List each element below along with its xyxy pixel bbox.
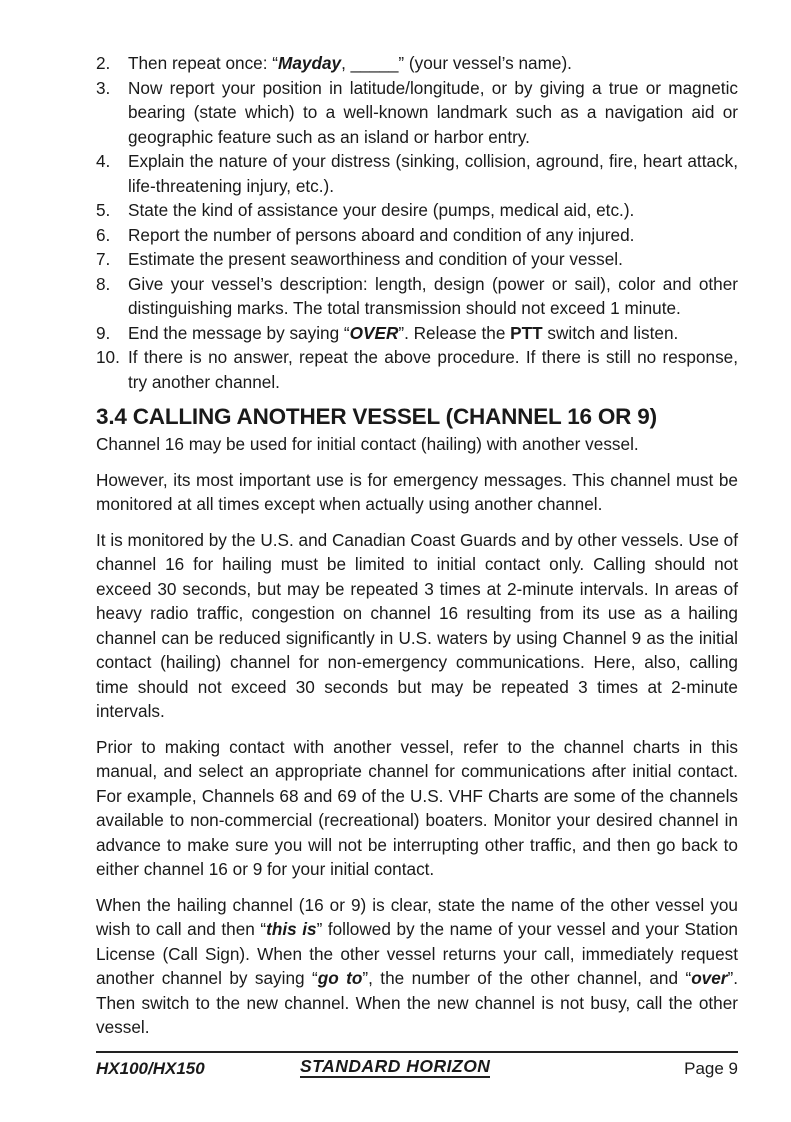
step-text: Estimate the present seaworthiness and condition of your vessel. (128, 249, 623, 269)
step-text: Now report your position in latitude/longitude, or by giving a true or magnetic bearing (state which) to a well-known landmark such as a navigation aid or geographic feature such as an island or harbor entry. (128, 77, 738, 147)
paragraph-text: When the hailing channel (16 or 9) is clear, state the name of the other vessel you wish to call and then “ (96, 894, 738, 939)
step-number: 2. (96, 53, 111, 73)
step-number: 8. (96, 273, 111, 294)
paragraph: However, its most important use is for emergency messages. This channel must be monitored at all times except when actually using another channel. (96, 469, 738, 514)
paragraph-text: ”. Then switch to the new channel. When the new channel is not busy, call the other vessel. (96, 968, 738, 1037)
step-text: Explain the nature of your distress (sinking, collision, aground, fire, heart attack, life-threatening injury, etc.). (128, 151, 738, 196)
go-to-emphasis: go to (317, 968, 363, 988)
list-item (96, 223, 738, 248)
mayday-emphasis: Mayday (278, 53, 342, 73)
step-text: Give your vessel’s description: length, design (power or sail), color and other distinguishing marks. The total transmission should not exceed 1 minute. (128, 273, 738, 318)
section-heading: 3.4 CALLING ANOTHER VESSEL (CHANNEL 16 OR 9) (96, 404, 657, 429)
over-emphasis: OVER (349, 322, 399, 343)
paragraph-text: ”, the number of the other channel, and “ (362, 968, 692, 988)
paragraph: Channel 16 may be used for initial contact (hailing) with another vessel. (96, 434, 639, 454)
paragraph: It is monitored by the U.S. and Canadian Coast Guards and by other vessels. Use of channel 16 for hailing must be limited to initial contact only. Calling should not exceed 30 seconds, but may be repeated 3 times at 2-minute intervals. In areas of heavy radio traffic, congestion on channel 16 resulting from its use as a hailing channel can be reduced significantly in U.S. waters by using Channel 9 as the initial contact (hailing) channel for non-emergency communications. Here, also, calling time should not exceed 30 seconds but may be repeated 3 times at 2-minute intervals. (96, 529, 739, 721)
list-item (96, 272, 738, 321)
page-content (96, 51, 738, 1051)
step-text: End the message by saying “ (128, 322, 350, 343)
step-number: 10. (96, 347, 120, 367)
distress-steps-list (96, 51, 738, 394)
list-item (96, 321, 738, 346)
list-item (96, 345, 738, 394)
step-text: If there is no answer, repeat the above procedure. If there is still no response, try another channel. (128, 347, 738, 392)
step-text: Report the number of persons aboard and condition of any injured. (128, 224, 635, 245)
step-number: 6. (96, 224, 111, 245)
brand-logo: STANDARD HORIZON (300, 1056, 491, 1076)
list-item (96, 76, 738, 150)
list-item (96, 247, 738, 272)
step-number: 9. (96, 322, 111, 343)
page-footer (96, 1051, 738, 1083)
over-emphasis: over (691, 968, 728, 988)
step-number: 7. (96, 249, 111, 269)
step-number: 5. (96, 200, 111, 220)
model-name: HX100/HX150 (96, 1059, 205, 1078)
step-text: Then repeat once: “ (128, 53, 279, 73)
step-number: 4. (96, 151, 111, 171)
paragraph: Prior to making contact with another vessel, refer to the channel charts in this manual, and select an appropriate channel for communications after initial contact. For example, Channels 68 and 69 of the U.S. VHF Charts are some of the channels available to non-commercial (recreational) boaters. Monitor your desired channel in advance to make sure you will not be interrupting other traffic, and then go back to either channel 16 or 9 for your initial contact. (96, 736, 738, 879)
step-text: ”. Release the (398, 322, 511, 343)
paragraph-text: ” followed by the name of your vessel and your Station License (Call Sign). When the other vessel returns your call, immediately request another channel by saying “ (96, 919, 738, 988)
list-item (96, 149, 738, 198)
step-text: State the kind of assistance your desire (pumps, medical aid, etc.). (128, 200, 635, 220)
this-is-emphasis: this is (266, 919, 317, 939)
step-number: 3. (96, 77, 111, 98)
step-text: switch and listen. (542, 322, 679, 343)
list-item (96, 198, 738, 223)
list-item (96, 51, 738, 76)
paragraph-hailing (96, 893, 738, 1040)
page-number: Page 9 (684, 1059, 738, 1078)
ptt-emphasis: PTT (510, 322, 543, 343)
step-text: , _____” (your vessel’s name). (341, 53, 572, 73)
